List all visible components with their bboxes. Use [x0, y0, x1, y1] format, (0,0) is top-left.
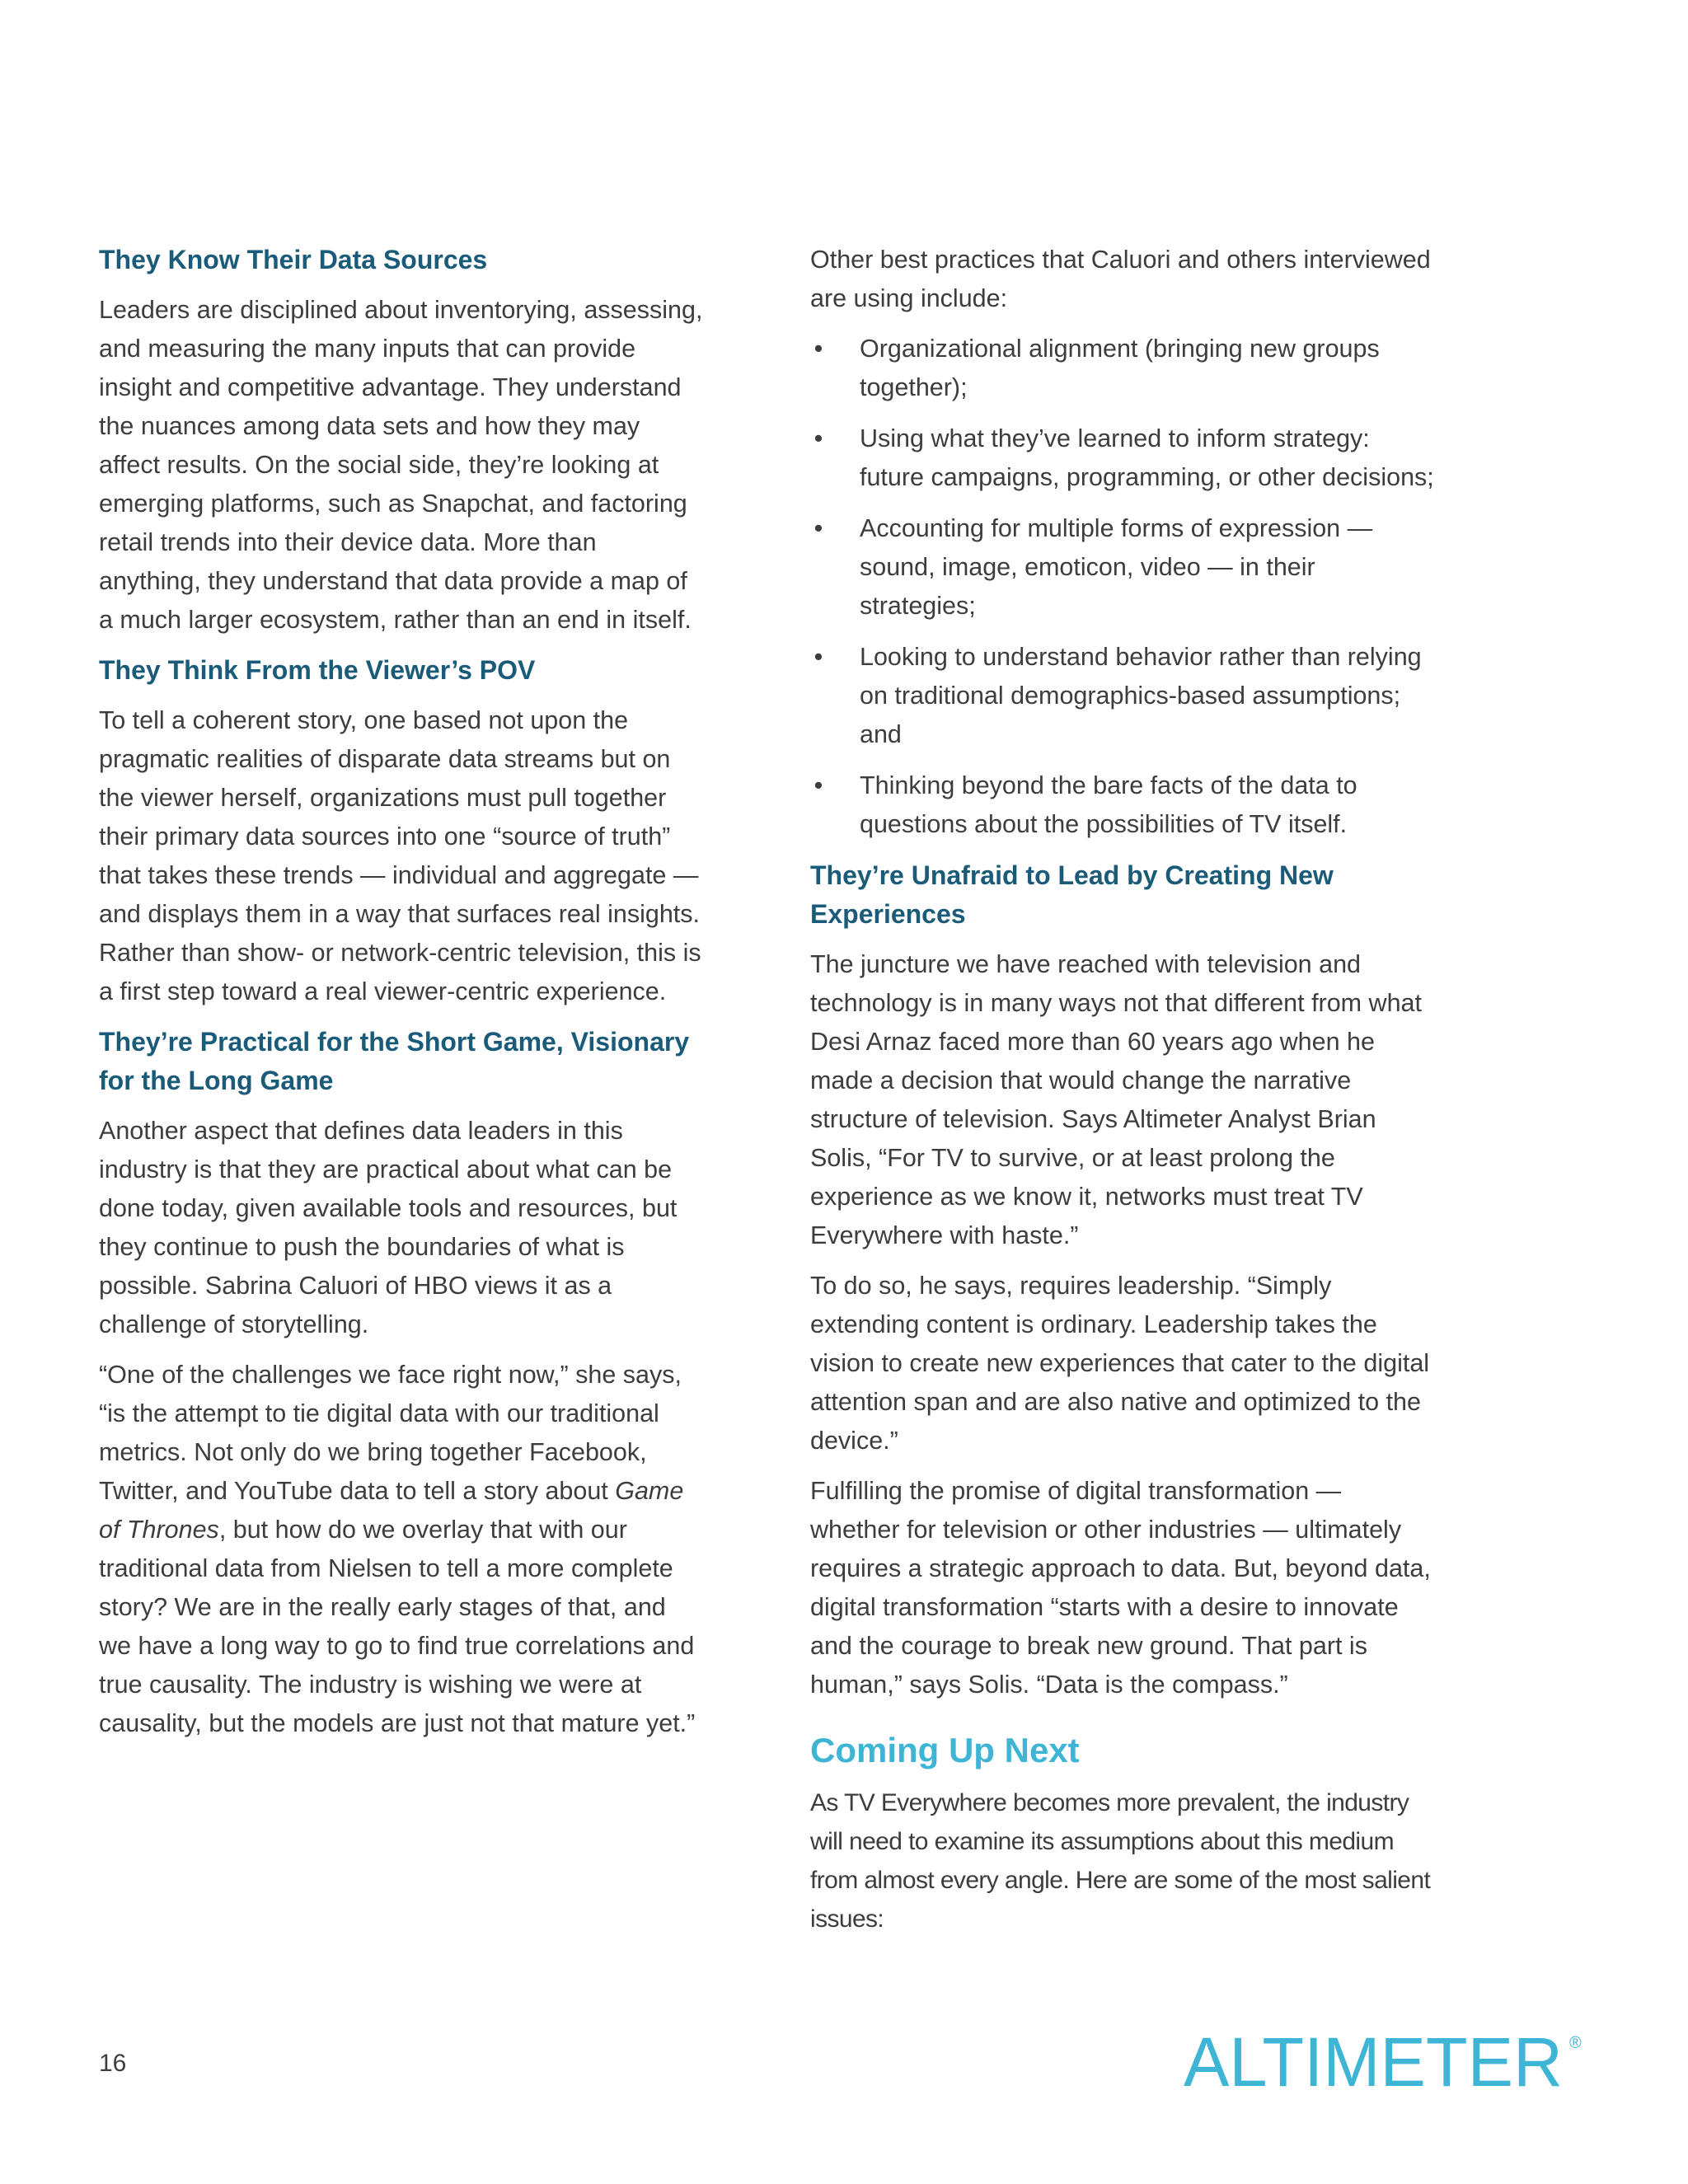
- list-item-text: Using what they’ve learned to inform strategy: future campaigns, programming, or other decisions;: [860, 424, 1434, 491]
- list-item: [810, 330, 1437, 407]
- quote-italic-title: Game of Thrones: [99, 1477, 684, 1544]
- list-item: [810, 509, 1437, 626]
- paragraph-leadership: To do so, he says, requires leadership. “Simply extending content is ordinary. Leadership takes the vision to create new experiences that cater to the digital attention span and are also native and optimized to the device.”: [810, 1272, 1430, 1455]
- right-column: [810, 241, 1437, 1938]
- bullet-icon: •: [814, 514, 823, 542]
- list-item: [810, 419, 1437, 497]
- paragraph-viewers-pov: To tell a coherent story, one based not upon the pragmatic realities of disparate data streams but on the viewer herself, organizations must pull together their primary data sources into one “source of truth” that takes these trends — individual and aggregate — and displays them in a way that surfaces real insights. Rather than show- or network-centric television, this is a first step toward a real viewer-centric experience.: [99, 706, 701, 1005]
- quote-text-start: “One of the challenges we face right now,” she says, “is the attempt to tie digital data with our traditional metrics. Not only do we bring together Facebook, Twitter, and YouTube data to tell a story about: [99, 1361, 682, 1505]
- section-heading-coming-up-next: Coming Up Next: [810, 1731, 1080, 1769]
- list-item: [810, 766, 1437, 844]
- quote-text-end: , but how do we overlay that with our traditional data from Nielsen to tell a more complete story? We are in the really early stages of that, and we have a long way to go to find true correlations and true causality. The industry is wishing we were at causality, but the models are just not that mature yet.”: [99, 1516, 696, 1737]
- section-heading-data-sources: They Know Their Data Sources: [99, 245, 488, 274]
- bullet-icon: •: [814, 424, 823, 452]
- paragraph-digital-transformation: Fulfilling the promise of digital transformation — whether for television or other industries — ultimately requires a strategic approach to data. But, beyond data, digital transformation “starts with a desire to innovate and the courage to break new ground. That part is human,” says Solis. “Data is the compass.”: [810, 1477, 1431, 1699]
- list-item-text: Looking to understand behavior rather than relying on traditional demographics-based assumptions; and: [860, 643, 1422, 748]
- paragraph-short-long-game: Another aspect that defines data leaders in this industry is that they are practical about what can be done today, given available tools and resources, but they continue to push the boundaries of what is possible. Sabrina Caluori of HBO views it as a challenge of storytelling.: [99, 1117, 678, 1338]
- best-practices-list: [810, 330, 1437, 844]
- section-heading-new-experiences: They’re Unafraid to Lead by Creating New Experiences: [810, 860, 1334, 929]
- list-item-text: Thinking beyond the bare facts of the data to questions about the possibilities of TV itself.: [860, 771, 1357, 838]
- bullet-icon: •: [814, 771, 823, 799]
- left-column: [99, 241, 705, 1755]
- page-number: 16: [99, 2050, 127, 2077]
- list-item-text: Organizational alignment (bringing new groups together);: [860, 335, 1380, 401]
- section-heading-viewers-pov: They Think From the Viewer’s POV: [99, 655, 536, 685]
- altimeter-logo: [1184, 2023, 1596, 2097]
- logo-wordmark: ALTIMETER: [1184, 2023, 1563, 2097]
- registered-mark-icon: ®: [1569, 2034, 1582, 2052]
- list-item-text: Accounting for multiple forms of expression — sound, image, emoticon, video — in their strategies;: [860, 514, 1373, 620]
- list-item: [810, 638, 1437, 754]
- paragraph-coming-up-next: As TV Everywhere becomes more prevalent, the industry will need to examine its assumptions about this medium from almost every angle. Here are some of the most salient issues:: [810, 1789, 1431, 1933]
- bullet-icon: •: [814, 643, 823, 671]
- paragraph-best-practices-intro: Other best practices that Caluori and others interviewed are using include:: [810, 246, 1431, 312]
- paragraph-data-sources: Leaders are disciplined about inventorying, assessing, and measuring the many inputs that can provide insight and competitive advantage. They understand the nuances among data sets and how they may affect results. On the social side, they’re looking at emerging platforms, such as Snapchat, and factoring retail trends into their device data. More than anything, they understand that data provide a map of a much larger ecosystem, rather than an end in itself.: [99, 296, 703, 634]
- paragraph-caluori-quote: [99, 1356, 705, 1743]
- section-heading-short-long-game: They’re Practical for the Short Game, Visionary for the Long Game: [99, 1027, 690, 1095]
- bullet-icon: •: [814, 335, 823, 363]
- paragraph-desi-arnaz: The juncture we have reached with television and technology is in many ways not that different from what Desi Arnaz faced more than 60 years ago when he made a decision that would change the narrative structure of television. Says Altimeter Analyst Brian Solis, “For TV to survive, or at least prolong the experience as we know it, networks must treat TV Everywhere with haste.”: [810, 950, 1422, 1249]
